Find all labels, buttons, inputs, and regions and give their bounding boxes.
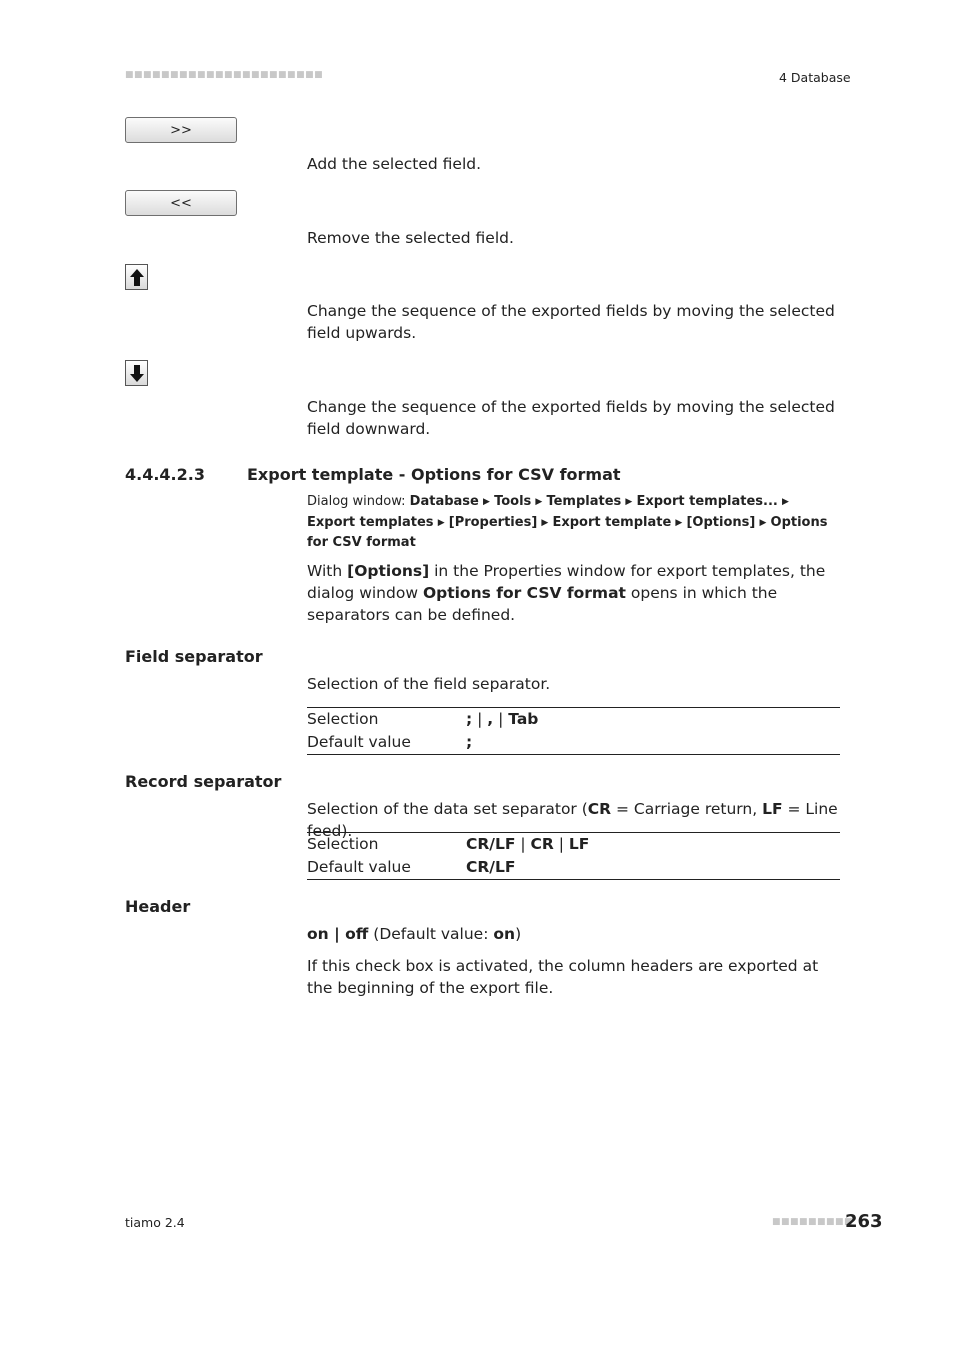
selection-value: ,: [487, 710, 494, 728]
path-item: Tools: [494, 494, 532, 509]
move-up-button[interactable]: [125, 264, 148, 290]
record-separator-table: [307, 832, 840, 880]
table-row: [307, 731, 840, 754]
table-row: [307, 833, 840, 856]
field-separator-heading: Field separator: [125, 647, 263, 666]
default-prefix: (Default value:: [368, 925, 494, 943]
arrow-down-icon: [129, 364, 145, 383]
intro-text: opens in which the separators can be defined.: [307, 584, 778, 624]
path-separator-icon: ▶: [781, 497, 789, 507]
selection-value: CR/LF: [466, 835, 516, 853]
field-separator-table: [307, 707, 840, 755]
path-item: Templates: [546, 494, 622, 509]
move-down-description: Change the sequence of the exported fields by moving the selected field downward.: [307, 398, 835, 438]
page-number: 263: [845, 1211, 883, 1232]
header-option-heading: Header: [125, 897, 191, 916]
path-item: [Options]: [686, 514, 756, 530]
selection-values: ; | , | Tab: [466, 710, 539, 728]
header-option-values: [307, 923, 847, 945]
field-separator-description: Selection of the field separator.: [307, 675, 551, 693]
intro-options-label: [Options]: [347, 562, 430, 580]
selection-value: CR: [530, 835, 554, 853]
intro-text: in the Properties window for export templates, the dialog window: [307, 562, 826, 602]
selection-value: Tab: [508, 710, 539, 728]
desc-term: LF: [762, 800, 783, 818]
path-separator-icon: ▶: [759, 517, 767, 528]
desc-term: CR: [587, 800, 612, 818]
desc-text: = Line feed).: [307, 800, 838, 840]
header-decoration: ■■■■■■■■■■■■■■■■■■■■■■: [125, 70, 324, 80]
default-value: CR/LF: [466, 858, 516, 876]
intro-text: With: [307, 562, 348, 580]
record-separator-heading: Record separator: [125, 772, 282, 791]
path-separator-icon: ▶: [535, 497, 543, 507]
selection-label: Selection: [307, 835, 379, 853]
dialog-path: [307, 492, 837, 553]
path-item: Export templates...: [636, 494, 778, 509]
default-suffix: ): [515, 925, 522, 943]
add-field-button[interactable]: >>: [125, 117, 237, 143]
table-row: [307, 856, 840, 879]
default-value: ;: [466, 733, 473, 751]
path-item: [Properties]: [448, 514, 538, 530]
path-item: Export templates: [307, 514, 434, 530]
header-option-description: If this check box is activated, the column headers are exported at the beginning of the export file.: [307, 957, 819, 997]
path-separator-icon: ▶: [675, 517, 683, 528]
desc-text: Selection of the data set separator (: [307, 800, 588, 818]
intro-dialog-name: Options for CSV format: [422, 584, 626, 602]
chapter-title: 4 Database: [779, 70, 851, 85]
selection-values: CR/LF | CR | LF: [466, 835, 590, 853]
default-label: Default value: [307, 733, 411, 751]
section-intro: [307, 560, 842, 626]
section-number: 4.4.4.2.3: [125, 465, 205, 484]
arrow-up-icon: [129, 268, 145, 287]
path-separator-icon: ▶: [483, 497, 490, 507]
add-field-description: Add the selected field.: [307, 155, 482, 173]
path-item: Export template: [552, 514, 672, 530]
path-item: Options for CSV format: [307, 514, 828, 550]
option-values: on | off: [307, 925, 369, 943]
footer-decoration: ■■■■■■■■■: [772, 1217, 854, 1227]
dialog-path-prefix: Dialog window:: [307, 494, 406, 509]
path-separator-icon: ▶: [541, 517, 549, 528]
path-item: Database: [409, 494, 479, 509]
desc-text: = Carriage return,: [611, 800, 763, 818]
move-down-button[interactable]: [125, 360, 148, 386]
remove-field-description: Remove the selected field.: [307, 229, 514, 247]
move-up-description: Change the sequence of the exported fields by moving the selected field upwards.: [307, 302, 835, 342]
path-separator-icon: ▶: [625, 497, 633, 507]
default-label: Default value: [307, 858, 411, 876]
remove-field-button[interactable]: <<: [125, 190, 237, 216]
selection-value: ;: [466, 710, 473, 728]
table-row: [307, 708, 840, 731]
path-separator-icon: ▶: [437, 517, 445, 528]
footer-product: tiamo 2.4: [125, 1215, 185, 1230]
section-title: Export template - Options for CSV format: [247, 465, 621, 484]
selection-label: Selection: [307, 710, 379, 728]
default-value: on: [493, 925, 516, 943]
selection-value: LF: [568, 835, 590, 853]
